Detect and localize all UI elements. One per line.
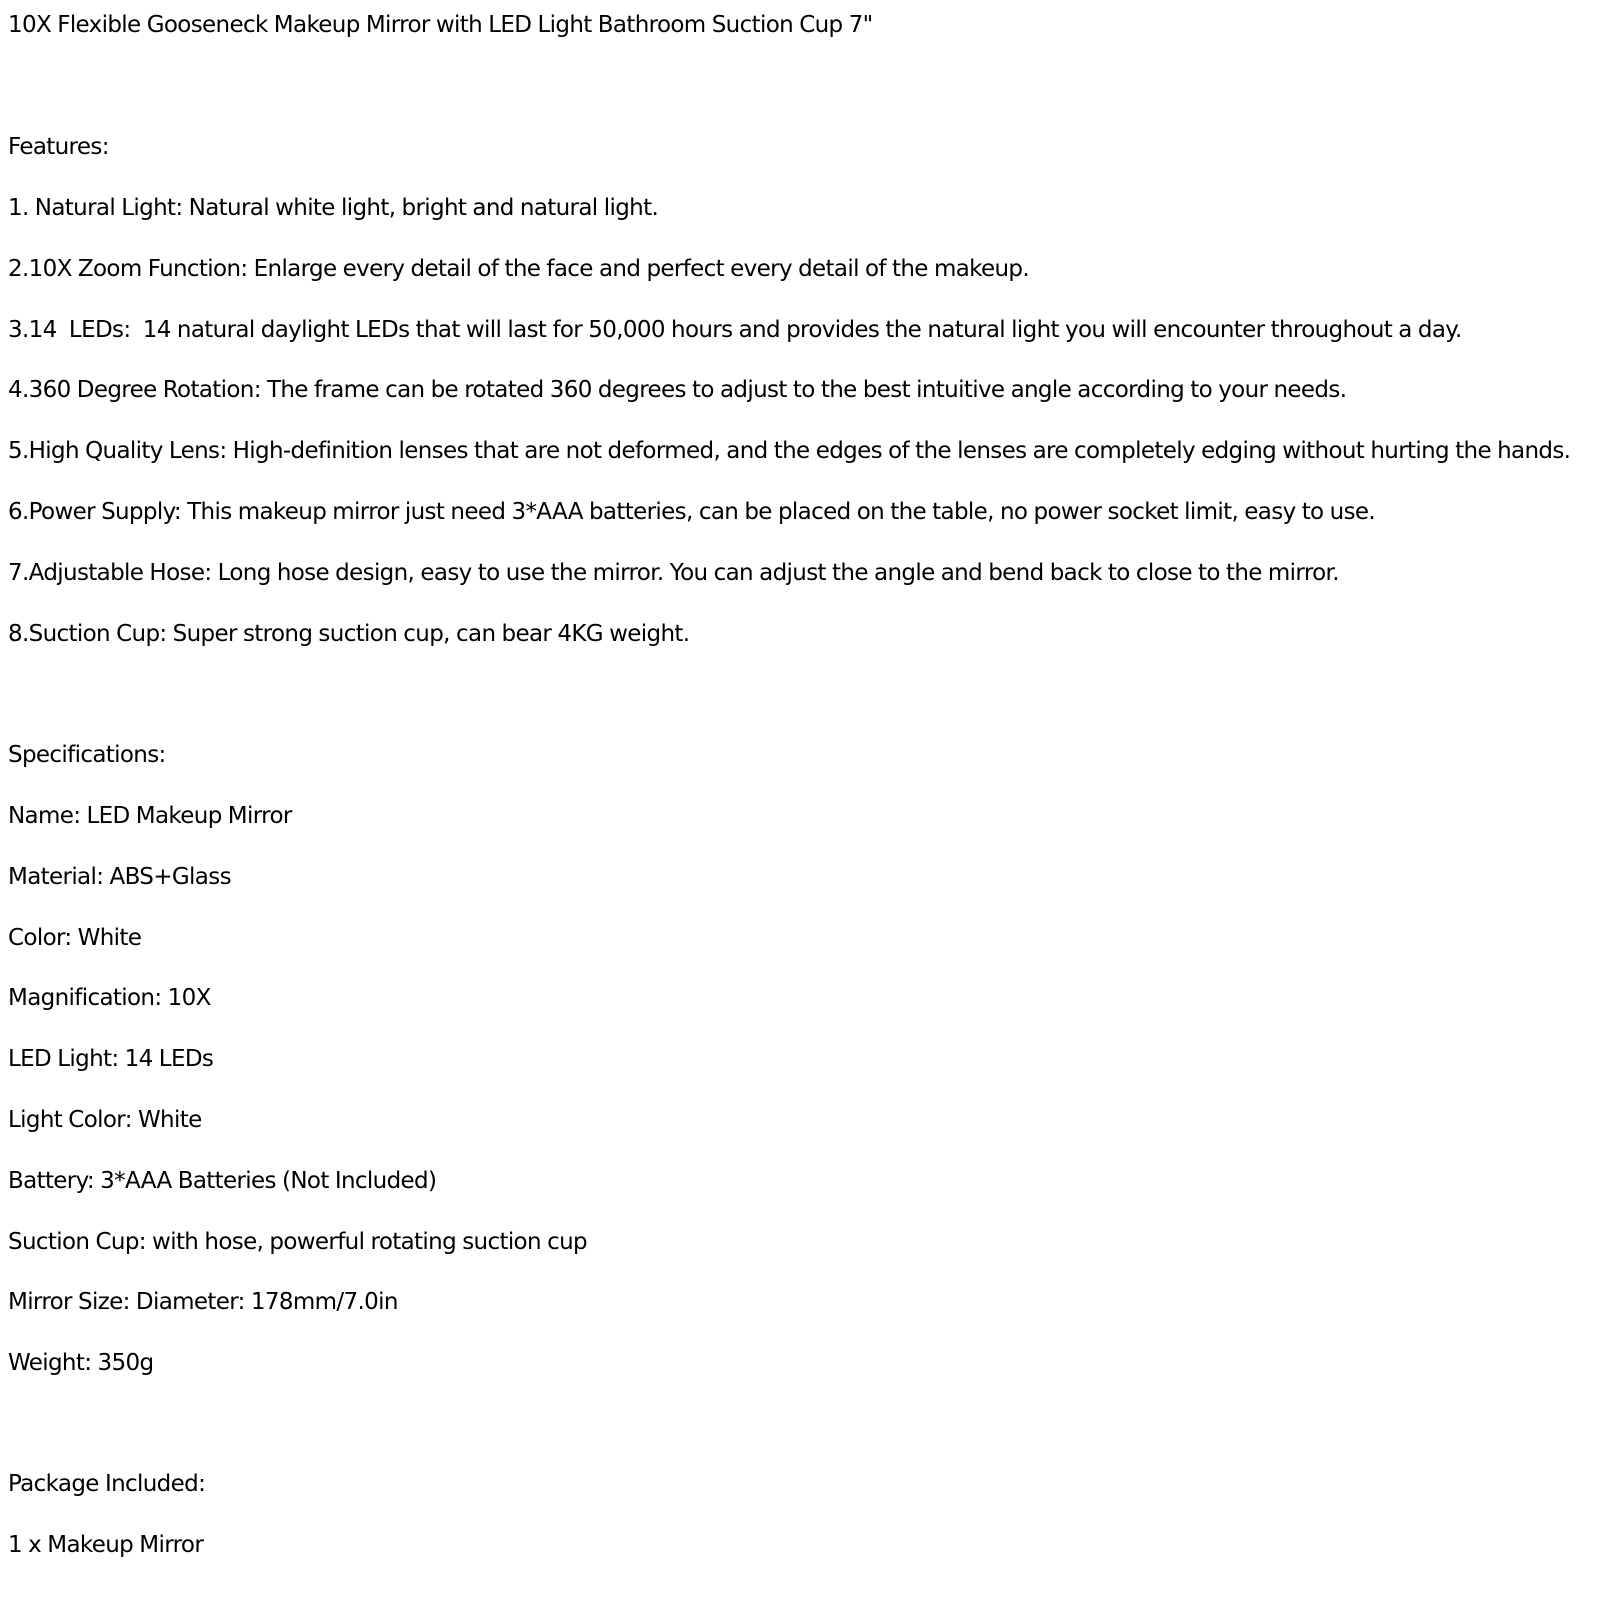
package-heading: Package Included: <box>8 1471 206 1497</box>
spec-item: Suction Cup: with hose, powerful rotating suction cup <box>8 1229 587 1255</box>
spec-item: Light Color: White <box>8 1107 202 1133</box>
spec-item: LED Light: 14 LEDs <box>8 1046 214 1072</box>
feature-item: 2.10X Zoom Function: Enlarge every detail of the face and perfect every detail of the makeup. <box>8 256 1030 282</box>
specifications-heading: Specifications: <box>8 742 166 768</box>
feature-item: 3.14 LEDs: 14 natural daylight LEDs that will last for 50,000 hours and provides the natural light you will encounter throughout a day. <box>8 317 1462 343</box>
features-heading: Features: <box>8 134 109 160</box>
feature-item: 7.Adjustable Hose: Long hose design, easy to use the mirror. You can adjust the angle and bend back to close to the mirror. <box>8 560 1339 586</box>
package-item: 1 x Makeup Mirror <box>8 1532 204 1558</box>
feature-item: 6.Power Supply: This makeup mirror just need 3*AAA batteries, can be placed on the table, no power socket limit, easy to use. <box>8 499 1376 525</box>
feature-item: 4.360 Degree Rotation: The frame can be rotated 360 degrees to adjust to the best intuitive angle according to your needs. <box>8 377 1347 403</box>
feature-item: 1. Natural Light: Natural white light, bright and natural light. <box>8 195 659 221</box>
spec-item: Material: ABS+Glass <box>8 864 231 890</box>
spec-item: Name: LED Makeup Mirror <box>8 803 292 829</box>
spec-item: Battery: 3*AAA Batteries (Not Included) <box>8 1168 437 1194</box>
spec-item: Weight: 350g <box>8 1350 154 1376</box>
product-title: 10X Flexible Gooseneck Makeup Mirror with LED Light Bathroom Suction Cup 7" <box>8 12 873 38</box>
spec-item: Color: White <box>8 925 142 951</box>
spec-item: Magnification: 10X <box>8 985 211 1011</box>
feature-item: 5.High Quality Lens: High-definition lenses that are not deformed, and the edges of the lenses are completely edging without hurting the hands. <box>8 438 1571 464</box>
feature-item: 8.Suction Cup: Super strong suction cup, can bear 4KG weight. <box>8 621 690 647</box>
spec-item: Mirror Size: Diameter: 178mm/7.0in <box>8 1289 398 1315</box>
